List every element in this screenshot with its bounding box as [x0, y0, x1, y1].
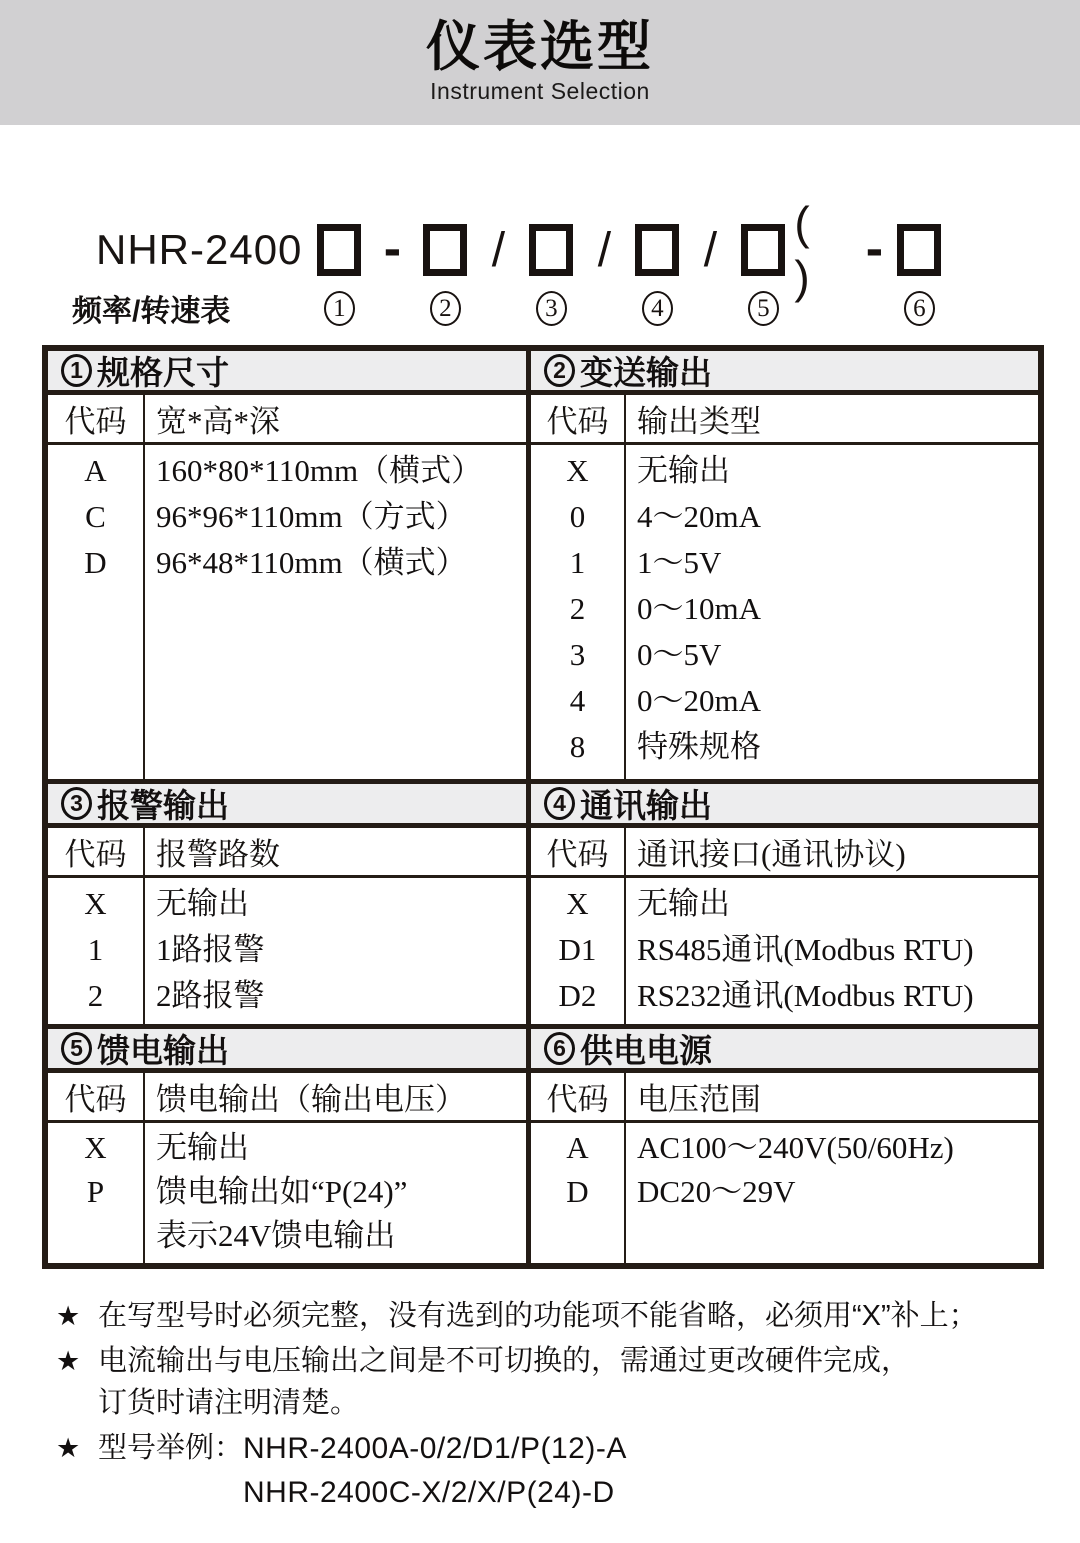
- section-number-digit: 3: [70, 790, 83, 816]
- separator-slot: [852, 220, 896, 328]
- model-slot-3: [528, 220, 574, 328]
- position-digit: 1: [333, 294, 346, 322]
- section-2-transmit-output: [531, 351, 1038, 779]
- note-text: [98, 1427, 627, 1515]
- separator-parentheses: ( ): [794, 197, 818, 303]
- separator-slot: [468, 220, 528, 328]
- separator-slot: [362, 220, 422, 328]
- position-number-5: [748, 291, 779, 326]
- code-column: [531, 445, 626, 779]
- code-column-header: 代码: [48, 395, 145, 442]
- separator-slot: [680, 220, 740, 328]
- separator-slot: [574, 220, 634, 328]
- row-desc: DC20～29V: [637, 1174, 796, 1209]
- row-desc: 96*48*110mm（横式）: [156, 545, 467, 580]
- row-code: P: [86, 1174, 105, 1209]
- row-desc: 0～20mA: [637, 683, 761, 718]
- code-column-header: 代码: [531, 395, 626, 442]
- section-2-data: [531, 445, 1038, 779]
- section-6-title: 供电电源: [580, 1032, 712, 1069]
- section-number-digit: 4: [553, 790, 566, 816]
- code-column: [531, 878, 626, 1024]
- row-code: 2: [87, 978, 104, 1013]
- row-desc: 无输出: [156, 886, 249, 921]
- row-desc: RS232通讯(Modbus RTU): [637, 978, 974, 1013]
- section-number-digit: 1: [70, 357, 83, 383]
- position-digit: 3: [545, 294, 558, 322]
- row-code: X: [84, 886, 107, 921]
- note-item-3: [56, 1427, 1080, 1515]
- position-number-6: [904, 291, 935, 326]
- code-column-header: 代码: [531, 1073, 626, 1120]
- row-code: D: [84, 545, 107, 580]
- star-icon: ★: [56, 1346, 81, 1376]
- section-3-header: [48, 784, 526, 828]
- row-code: 0: [569, 499, 586, 534]
- separator-slash-2: /: [597, 223, 612, 277]
- section-2-subheader: [531, 395, 1038, 445]
- section-number-digit: 5: [70, 1035, 83, 1061]
- example-label: 型号举例：: [98, 1432, 244, 1464]
- selection-table: [42, 345, 1044, 1269]
- section-2-title: 变送输出: [580, 354, 712, 391]
- note-item-2: [56, 1340, 1080, 1424]
- row-desc: 160*80*110mm（横式）: [156, 453, 483, 488]
- model-code-box-5: [741, 224, 785, 276]
- section-3-number: [61, 787, 92, 820]
- note-item-1: [56, 1295, 1080, 1337]
- table-band-2: [48, 784, 1038, 1029]
- section-3-alarm-output: [48, 784, 531, 1024]
- note-text: 在写型号时必须完整，没有选到的功能项不能省略，必须用“X”补上；: [98, 1300, 978, 1332]
- separator-slash-3: /: [703, 223, 718, 277]
- position-digit: 4: [651, 294, 664, 322]
- desc-column-header: 通讯接口(通讯协议): [637, 837, 906, 872]
- row-code: 2: [569, 591, 586, 626]
- row-desc: 特殊规格: [637, 729, 761, 764]
- model-slot-6: [896, 220, 942, 328]
- model-code-diagram: [72, 197, 1080, 328]
- row-code: D1: [558, 932, 597, 967]
- code-column: [531, 1123, 626, 1263]
- desc-column: [626, 1123, 1038, 1263]
- separator-dash-1: -: [383, 220, 402, 279]
- model-slot-5: [740, 220, 786, 328]
- row-desc: 2路报警: [156, 978, 265, 1013]
- star-icon: ★: [56, 1433, 81, 1463]
- code-column-header: 代码: [531, 828, 626, 875]
- section-3-data: [48, 878, 526, 1024]
- row-desc: RS485通讯(Modbus RTU): [637, 932, 974, 967]
- row-code: 8: [569, 729, 586, 764]
- row-code: D: [566, 1174, 589, 1209]
- star-icon: ★: [56, 1301, 81, 1331]
- model-code-box-1: [317, 224, 361, 276]
- separator-dash-2: -: [865, 220, 884, 279]
- position-digit: 5: [757, 294, 770, 322]
- section-6-number: [544, 1032, 575, 1065]
- code-column: [48, 1123, 145, 1263]
- section-2-number: [544, 354, 575, 387]
- model-slot-1: [316, 220, 362, 328]
- separator-slot: [786, 197, 852, 328]
- separator-slash-1: /: [491, 223, 506, 277]
- section-6-subheader: [531, 1073, 1038, 1123]
- model-slot-4: [634, 220, 680, 328]
- section-4-subheader: [531, 828, 1038, 878]
- desc-column-header: 输出类型: [637, 404, 761, 439]
- table-band-3: [48, 1029, 1038, 1263]
- row-code: 1: [87, 932, 104, 967]
- note-text: [98, 1340, 910, 1424]
- desc-column: [145, 878, 526, 1024]
- section-3-title: 报警输出: [97, 787, 229, 824]
- row-desc: 0～5V: [637, 637, 722, 672]
- row-code: X: [566, 453, 589, 488]
- section-5-number: [61, 1032, 92, 1065]
- row-desc: 无输出: [637, 886, 730, 921]
- section-1-title: 规格尺寸: [97, 354, 229, 391]
- row-desc: 表示24V馈电输出: [156, 1218, 396, 1253]
- section-1-number: [61, 354, 92, 387]
- desc-column-header: 馈电输出（输出电压）: [156, 1082, 466, 1117]
- position-number-1: [324, 291, 355, 326]
- section-4-comm-output: [531, 784, 1038, 1024]
- row-desc: 无输出: [156, 1130, 249, 1165]
- section-5-subheader: [48, 1073, 526, 1123]
- row-code: 3: [569, 637, 586, 672]
- section-number-digit: 6: [553, 1035, 566, 1061]
- desc-column: [145, 1123, 526, 1263]
- row-desc: 4～20mA: [637, 499, 761, 534]
- position-digit: 2: [439, 294, 452, 322]
- row-code: A: [566, 1130, 589, 1165]
- page-header: [0, 0, 1080, 125]
- section-1-header: [48, 351, 526, 395]
- model-prefix-slot: [72, 220, 302, 328]
- section-2-header: [531, 351, 1038, 395]
- row-desc: 无输出: [637, 453, 730, 488]
- section-6-power-supply: [531, 1029, 1038, 1263]
- row-desc: AC100～240V(50/60Hz): [637, 1130, 954, 1165]
- model-prefix: NHR-2400: [96, 226, 303, 273]
- section-3-subheader: [48, 828, 526, 878]
- row-desc: 0～10mA: [637, 591, 761, 626]
- model-code-box-3: [529, 224, 573, 276]
- section-4-number: [544, 787, 575, 820]
- model-code-box-2: [423, 224, 467, 276]
- row-code: A: [84, 453, 107, 488]
- desc-column-header: 电压范围: [637, 1082, 761, 1117]
- section-5-data: [48, 1123, 526, 1263]
- row-code: X: [566, 886, 589, 921]
- section-4-data: [531, 878, 1038, 1024]
- desc-column: [145, 445, 526, 779]
- row-desc: 96*96*110mm（方式）: [156, 499, 467, 534]
- example-models: [243, 1427, 627, 1515]
- position-number-3: [536, 291, 567, 326]
- desc-column: [626, 445, 1038, 779]
- code-column: [48, 878, 145, 1024]
- model-example-2: NHR-2400C-X/2/X/P(24)-D: [243, 1476, 615, 1509]
- row-code: X: [84, 1130, 107, 1165]
- footnotes: [56, 1295, 1080, 1515]
- row-code: D2: [558, 978, 597, 1013]
- row-code: 1: [569, 545, 586, 580]
- section-1-data: [48, 445, 526, 779]
- model-example-1: NHR-2400A-0/2/D1/P(12)-A: [243, 1432, 627, 1465]
- desc-column-header: 报警路数: [156, 837, 280, 872]
- section-4-header: [531, 784, 1038, 828]
- row-code: C: [85, 499, 106, 534]
- code-column: [48, 445, 145, 779]
- row-desc: 1路报警: [156, 932, 265, 967]
- code-column-header: 代码: [48, 1073, 145, 1120]
- section-6-header: [531, 1029, 1038, 1073]
- desc-column-header: 宽*高*深: [156, 404, 280, 439]
- section-5-title: 馈电输出: [97, 1032, 229, 1069]
- row-desc: 1～5V: [637, 545, 722, 580]
- model-code-box-6: [897, 224, 941, 276]
- table-band-1: [48, 351, 1038, 784]
- note-text-line-2: 订货时请注明清楚。: [98, 1387, 360, 1419]
- model-slot-2: [422, 220, 468, 328]
- row-desc: 馈电输出如“P(24)”: [156, 1174, 408, 1209]
- section-5-feed-output: [48, 1029, 531, 1263]
- product-type-label: 频率/转速表: [72, 295, 231, 328]
- desc-column: [626, 878, 1038, 1024]
- row-code: 4: [569, 683, 586, 718]
- section-4-title: 通讯输出: [580, 787, 712, 824]
- position-number-4: [642, 291, 673, 326]
- section-1-spec-size: [48, 351, 531, 779]
- section-5-header: [48, 1029, 526, 1073]
- section-number-digit: 2: [553, 357, 566, 383]
- page-title: 仪表选型: [426, 17, 654, 77]
- code-column-header: 代码: [48, 828, 145, 875]
- position-number-2: [430, 291, 461, 326]
- model-code-box-4: [635, 224, 679, 276]
- position-digit: 6: [913, 294, 926, 322]
- note-text-line-1: 电流输出与电压输出之间是不可切换的，需通过更改硬件完成，: [98, 1345, 911, 1377]
- section-1-subheader: [48, 395, 526, 445]
- section-6-data: [531, 1123, 1038, 1263]
- page-subtitle: Instrument Selection: [430, 78, 650, 105]
